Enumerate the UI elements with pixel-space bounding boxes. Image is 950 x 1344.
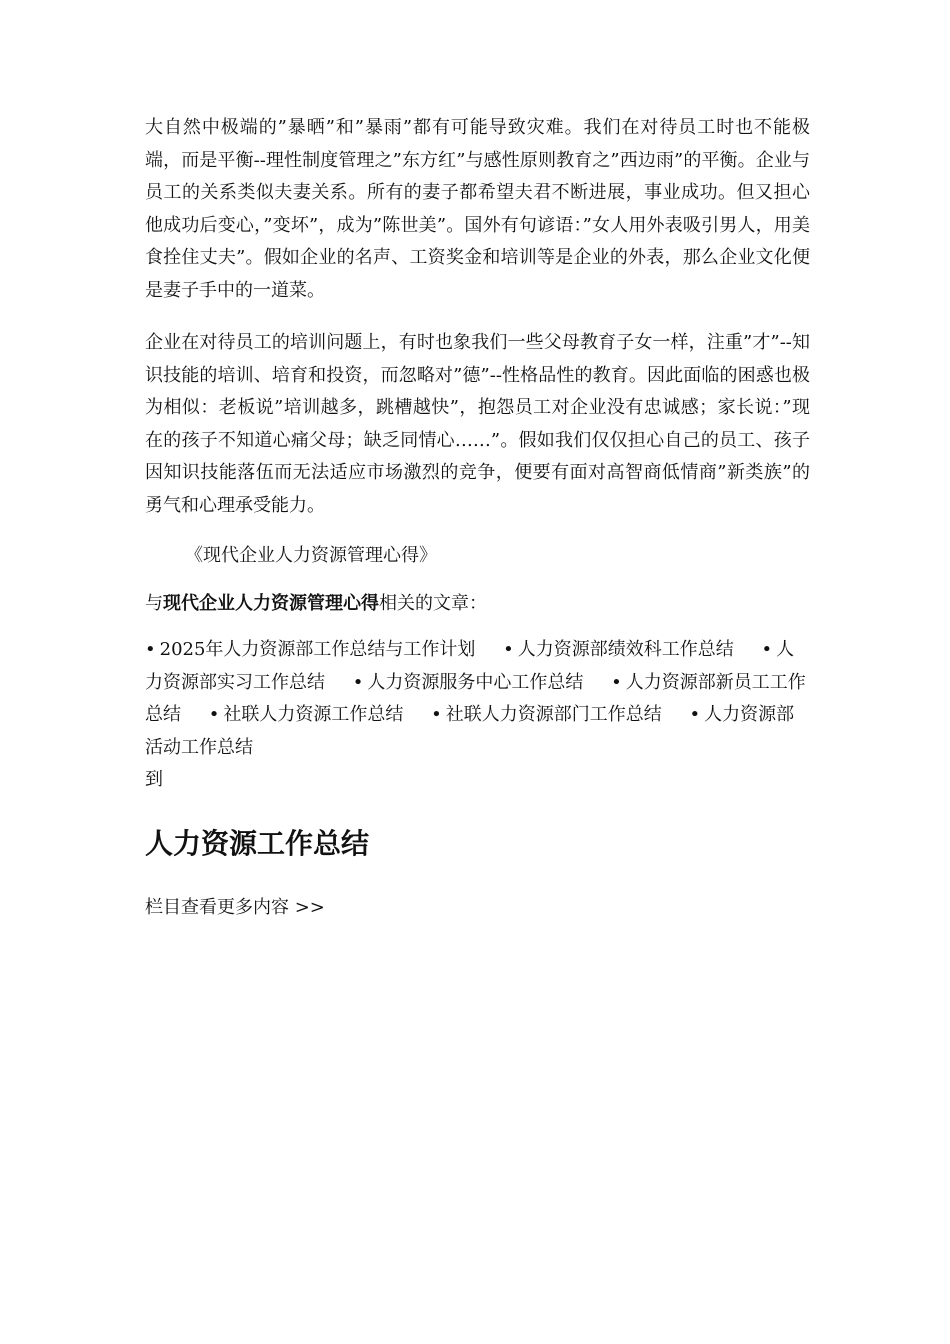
related-article-title: 人力资源部实习工作总结 [145,639,795,693]
related-keyword: 现代企业人力资源管理心得 [163,593,379,614]
related-article-title: 社联人力资源工作总结 [223,704,404,725]
related-article-title: 人力资源服务中心工作总结 [367,671,584,693]
related-article-title: 人力资源部新员工工作总结 [145,671,806,725]
related-article-title: 2025年人力资源部工作总结与工作计划 [159,639,476,660]
bullet-icon: • [503,639,514,660]
related-article-title: 社联人力资源部门工作总结 [445,704,662,725]
article-paragraph-2: 企业在对待员工的培训问题上，有时也象我们一些父母教育子女一样，注重”才”--知识技能的培训、培育和投资，而忽略对”德”--性格品性的教育。因此面临的困惑也极为相似：老板说”培训越多，跳槽越快”，抱怨员工对企业没有忠诚感；家长说：”现在的孩子不知道心痛父母；缺乏同情心……”。假如我们仅仅担心自己的员工、孩子因知识技能落伍而无法适应市场激烈的竞争，便要有面对高智商低情商”新类族”的勇气和心理承受能力。 [145,332,810,516]
related-suffix: 相关的文章： [379,593,487,614]
to-label: 到 [145,769,163,790]
related-article-link[interactable] [145,639,475,660]
related-prefix: 与 [145,593,163,614]
bullet-icon: • [611,671,622,693]
bullet-icon: • [352,671,364,693]
related-article-title: 人力资源部绩效科工作总结 [517,639,734,660]
bullet-icon: • [145,639,156,660]
related-article-link[interactable] [209,704,404,725]
related-article-link[interactable] [353,672,584,693]
section-title: 人力资源工作总结 [145,827,370,860]
related-intro [145,588,810,620]
article-paragraph-1: 大自然中极端的”暴晒”和”暴雨”都有可能导致灾难。我们在对待员工时也不能极端，而是平衡--理性制度管理之”东方红”与感性原则教育之”西边雨”的平衡。企业与员工的关系类似夫妻关系。所有的妻子都希望夫君不断进展，事业成功。但又担心他成功后变心，”变坏”，成为”陈世美”。国外有句谚语：”女人用外表吸引男人，用美食拴住丈夫”。假如企业的名声、工资奖金和培训等是企业的外表，那么企业文化便是妻子手中的一道菜。 [145,117,810,301]
source-title: 《现代企业人力资源管理心得》 [185,545,437,566]
article-content [145,112,810,924]
view-more-link[interactable]: 栏目查看更多内容 >> [145,897,325,918]
related-article-link[interactable] [503,639,734,660]
bullet-icon: • [761,639,773,660]
related-article-link[interactable] [431,704,662,725]
related-article-list [145,634,810,764]
bullet-icon: • [208,704,220,725]
bullet-icon: • [431,704,442,725]
related-article-title: 人力资源部活动工作总结 [145,704,795,758]
bullet-icon: • [689,704,701,725]
